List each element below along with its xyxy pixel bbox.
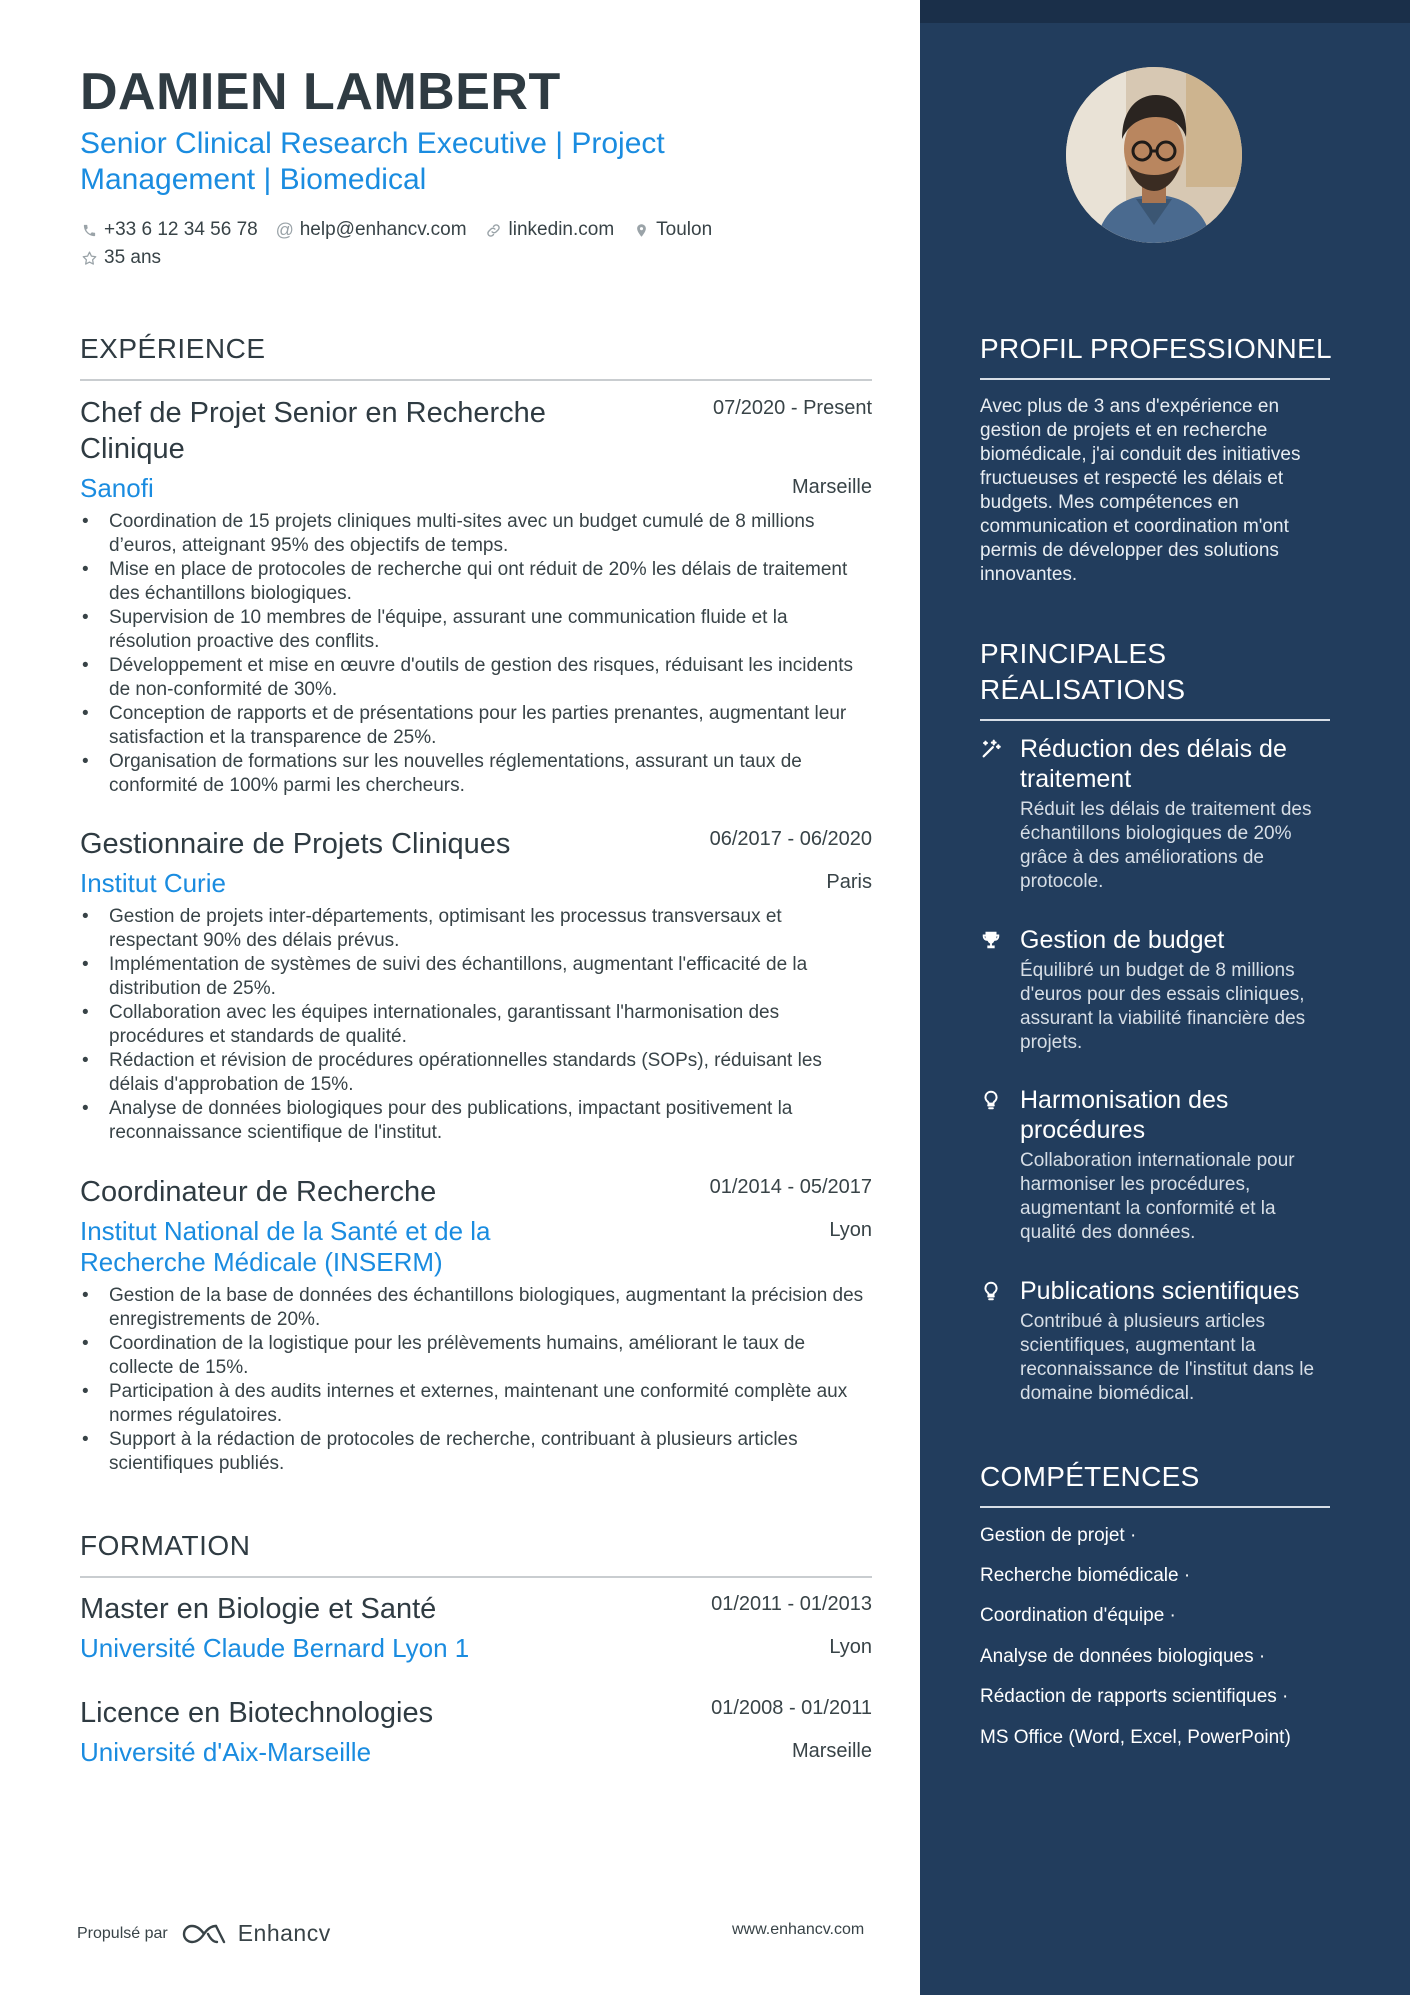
job-bullet: • Support à la rédaction de protocoles de recherche, contribuant à plusieurs articles scientifiques publiés. [80,1428,872,1476]
job-title: Coordinateur de Recherche [80,1176,437,1208]
experience-entry [80,826,872,1145]
achievements-divider [980,719,1330,721]
job-bullet: • Coordination de 15 projets cliniques multi-sites avec un budget cumulé de 8 millions d’euros, atteignant 95% des objectifs de temps. [80,510,872,558]
location-text: Toulon [656,219,713,240]
degree-date: 01/2008 - 01/2011 [711,1697,872,1719]
job-bullet: • Participation à des audits internes et externes, maintenant une conformité complète aux normes régulatoires. [80,1380,872,1428]
education-entry [80,1591,872,1664]
achievement-title: Gestion de budget [1020,926,1225,954]
job-bullet: • Supervision de 10 membres de l'équipe, assurant une communication fluide et la résolution proactive des conflits. [80,606,872,654]
degree-title: Master en Biologie et Santé [80,1593,437,1625]
school-location: Marseille [791,1740,872,1762]
profile-heading: PROFIL PROFESSIONNEL [980,333,1332,364]
skill-item: Analyse de données biologiques · [980,1646,1266,1667]
footer-branding [77,1920,331,1947]
contact-linkedin[interactable] [485,219,615,241]
job-date: 07/2020 - Present [713,397,872,419]
job-company: Sanofi [80,473,154,503]
job-bullet: • Rédaction et révision de procédures opérationnelles standards (SOPs), réduisant les délais d'approbation de 15%. [80,1049,872,1097]
achievements-heading: PRINCIPALES RÉALISATIONS [980,638,1186,705]
skills-heading: COMPÉTENCES [980,1461,1200,1492]
lightbulb-icon [980,1280,1002,1302]
job-bullet: • Mise en place de protocoles de recherche qui ont réduit de 20% les délais de traitement des échantillons biologiques. [80,558,872,606]
education-divider [80,1576,872,1578]
at-icon: @ [275,219,294,240]
contact-location [632,219,712,241]
job-bullet: • Coordination de la logistique pour les prélèvements humains, améliorant le taux de collecte de 15%. [80,1332,872,1380]
powered-by-label: Propulsé par [77,1924,168,1942]
degree-date: 01/2011 - 01/2013 [711,1593,872,1615]
age-text: 35 ans [104,247,162,268]
job-title: Gestionnaire de Projets Cliniques [80,828,511,860]
job-bullet: • Organisation de formations sur les nouvelles réglementations, assurant un taux de conformité de 100% parmi les chercheurs. [80,750,872,798]
email-text: help@enhancv.com [299,219,467,240]
job-date: 01/2014 - 05/2017 [709,1176,872,1198]
job-bullet: • Gestion de la base de données des échantillons biologiques, augmentant la précision des enregistrements de 20%. [80,1284,872,1332]
experience-divider [80,379,872,381]
achievement-item [980,1276,1335,1406]
education-heading: FORMATION [80,1530,251,1561]
skill-item: Rédaction de rapports scientifiques · [980,1686,1289,1707]
job-company: Institut National de la Santé et de la Recherche Médicale (INSERM) [80,1216,491,1277]
achievement-item [980,1085,1335,1245]
achievement-item [980,734,1335,894]
achievement-desc: Collaboration internationale pour harmoniser les procédures, augmentant la conformité et la qualité des données. [1020,1150,1295,1243]
job-bullet: • Analyse de données biologiques pour des publications, impactant positivement la reconnaissance scientifique de l'institut. [80,1097,872,1145]
star-icon [80,249,98,267]
candidate-name: DAMIEN LAMBERT [80,63,561,121]
enhancv-logo-icon [182,1922,230,1946]
achievement-item [980,925,1335,1055]
contact-info [80,216,880,272]
contact-email[interactable] [276,219,467,241]
job-bullet: • Implémentation de systèmes de suivi des échantillons, augmentant l'efficacité de la distribution de 25%. [80,953,872,1001]
degree-title: Licence en Biotechnologies [80,1697,434,1729]
footer-website[interactable]: www.enhancv.com [732,1921,865,1938]
skill-item: MS Office (Word, Excel, PowerPoint) [980,1727,1291,1748]
achievement-title: Réduction des délais de traitement [1020,735,1287,793]
job-bullet: • Gestion de projets inter-départements, optimisant les processus transversaux et respectant 90% des délais prévus. [80,905,872,953]
job-location: Marseille [791,476,872,498]
skill-item: Coordination d'équipe · [980,1605,1176,1626]
job-bullet: • Développement et mise en œuvre d'outils de gestion des risques, réduisant les incidents de non-conformité de 30%. [80,654,872,702]
job-company: Institut Curie [80,868,226,898]
sidebar-top-band [920,0,1410,23]
experience-entry [80,395,872,798]
skill-item: Recherche biomédicale · [980,1565,1191,1586]
school-location: Lyon [829,1636,872,1658]
job-bullet: • Collaboration avec les équipes internationales, garantissant l'harmonisation des procédures et standards de qualité. [80,1001,872,1049]
brand-name: Enhancv [237,1920,331,1946]
job-date: 06/2017 - 06/2020 [709,828,872,850]
magic-wand-icon [980,738,1002,760]
lightbulb-icon [980,1089,1002,1111]
profile-summary: Avec plus de 3 ans d'expérience en gestion de projets et en recherche biomédicale, j'ai conduit des initiatives fructueuses et respecté les délais et budgets. Mes compétences en communication et coordination m'ont permis de développer des solutions innovantes. [980,396,1301,585]
job-bullets [80,1284,872,1476]
profile-photo [1066,67,1242,243]
job-bullets [80,905,872,1145]
achievement-desc: Contribué à plusieurs articles scientifiques, augmentant la reconnaissance de l'institut dans le domaine biomédical. [1020,1311,1315,1404]
job-bullet: • Conception de rapports et de présentations pour les parties prenantes, augmentant leur satisfaction et la transparence de 25%. [80,702,872,750]
skill-item: Gestion de projet · [980,1525,1137,1546]
link-icon [485,221,503,239]
experience-entry [80,1174,872,1476]
contact-age [80,247,161,269]
contact-phone[interactable] [80,219,258,241]
education-entry [80,1695,872,1768]
achievement-title: Publications scientifiques [1020,1277,1300,1305]
job-location: Paris [826,871,872,893]
phone-icon [80,221,98,239]
school-name: Université Claude Bernard Lyon 1 [80,1633,470,1663]
skills-divider [980,1506,1330,1508]
phone-text: +33 6 12 34 56 78 [104,219,258,240]
achievement-desc: Réduit les délais de traitement des échantillons biologiques de 20% grâce à des améliorations de protocole. [1020,799,1312,892]
linkedin-text: linkedin.com [508,219,615,240]
job-bullets [80,510,872,798]
location-pin-icon [632,221,650,239]
enhancv-logo[interactable] [182,1920,331,1947]
job-location: Lyon [829,1219,872,1241]
profile-divider [980,378,1330,380]
achievement-desc: Équilibré un budget de 8 millions d'euros pour des essais cliniques, assurant la viabilité financière des projets. [1020,960,1306,1053]
school-name: Université d'Aix-Marseille [80,1737,372,1767]
experience-heading: EXPÉRIENCE [80,333,266,364]
job-title: Chef de Projet Senior en Recherche Clinique [80,397,546,465]
trophy-icon [980,929,1002,951]
headline: Senior Clinical Research Executive | Project Management | Biomedical [80,127,665,196]
achievement-title: Harmonisation des procédures [1020,1086,1229,1144]
